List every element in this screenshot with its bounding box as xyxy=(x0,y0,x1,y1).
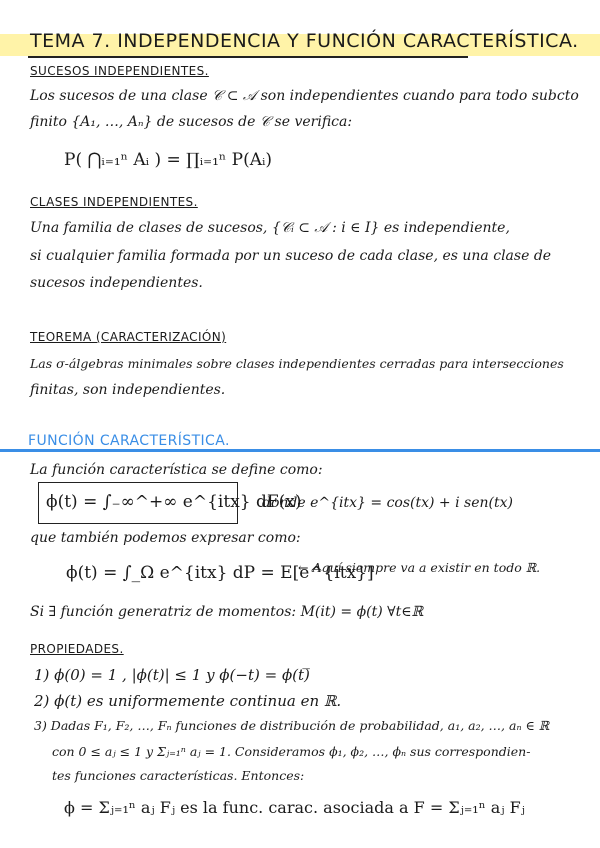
propiedades-heading: PROPIEDADES. xyxy=(30,642,124,656)
sucesos-formula: P( ⋂ᵢ₌₁ⁿ Aᵢ ) = ∏ᵢ₌₁ⁿ P(Aᵢ) xyxy=(64,150,273,170)
teorema-line-2: finitas, son independientes. xyxy=(30,382,226,398)
property-3-line-1: 3) Dadas F₁, F₂, …, Fₙ funciones de distribución de probabilidad, a₁, a₂, …, aₙ ∈ ℝ xyxy=(34,718,550,733)
property-3-line-2: con 0 ≤ aⱼ ≤ 1 y Σⱼ₌₁ⁿ aⱼ = 1. Consideramos ϕ₁, ϕ₂, …, ϕₙ sus correspondien- xyxy=(52,744,531,759)
expresar-text: que también podemos expresar como: xyxy=(30,530,301,546)
generatriz-line: Si ∃ función generatriz de momentos: M(it) = ϕ(t) ∀t∈ℝ xyxy=(30,604,424,620)
section-divider xyxy=(0,449,600,452)
page-title: TEMA 7. INDEPENDENCIA Y FUNCIÓN CARACTERÍSTICA. xyxy=(30,30,579,52)
teorema-heading: TEOREMA (CARACTERIZACIÓN) xyxy=(30,330,227,344)
alt-formula: ϕ(t) = ∫_Ω e^{itx} dP = E[e^{itx}] xyxy=(66,563,374,583)
arrow-note: ← Aquí siempre va a existir en todo ℝ. xyxy=(298,560,541,575)
clases-line-1: Una familia de clases de sucesos, {𝒞ᵢ ⊂ 𝒜 : i ∈ I} es independiente, xyxy=(30,220,510,236)
funcion-intro: La función característica se define como: xyxy=(30,462,323,478)
definition-formula: ϕ(t) = ∫₋∞^+∞ e^{itx} dF(x) xyxy=(46,492,302,512)
teorema-line-1: Las σ-álgebras minimales sobre clases independientes cerradas para intersecciones xyxy=(30,356,564,371)
sucesos-line-2: finito {A₁, …, Aₙ} de sucesos de 𝒞 se verifica: xyxy=(30,114,353,130)
sucesos-line-1: Los sucesos de una clase 𝒞 ⊂ 𝒜 son independientes cuando para todo subcto xyxy=(30,88,579,104)
title-underline xyxy=(28,56,468,58)
property-3-formula: ϕ = Σⱼ₌₁ⁿ aⱼ Fⱼ es la func. carac. asociada a F = Σⱼ₌₁ⁿ aⱼ Fⱼ xyxy=(64,798,525,817)
property-2: 2) ϕ(t) es uniformemente continua en ℝ. xyxy=(34,692,342,710)
clases-heading: CLASES INDEPENDIENTES. xyxy=(30,195,198,209)
clases-line-2: si cualquier familia formada por un suceso de cada clase, es una clase de xyxy=(30,248,552,264)
donde-note: donde e^{itx} = cos(tx) + i sen(tx) xyxy=(262,495,513,511)
property-1: 1) ϕ(0) = 1 , |ϕ(t)| ≤ 1 y ϕ(−t) = ϕ(t)̅ xyxy=(34,666,310,684)
funcion-heading: FUNCIÓN CARACTERÍSTICA. xyxy=(28,433,230,449)
property-3-line-3: tes funciones características. Entonces: xyxy=(52,768,305,783)
sucesos-heading: SUCESOS INDEPENDIENTES. xyxy=(30,64,209,78)
clases-line-3: sucesos independientes. xyxy=(30,275,203,291)
